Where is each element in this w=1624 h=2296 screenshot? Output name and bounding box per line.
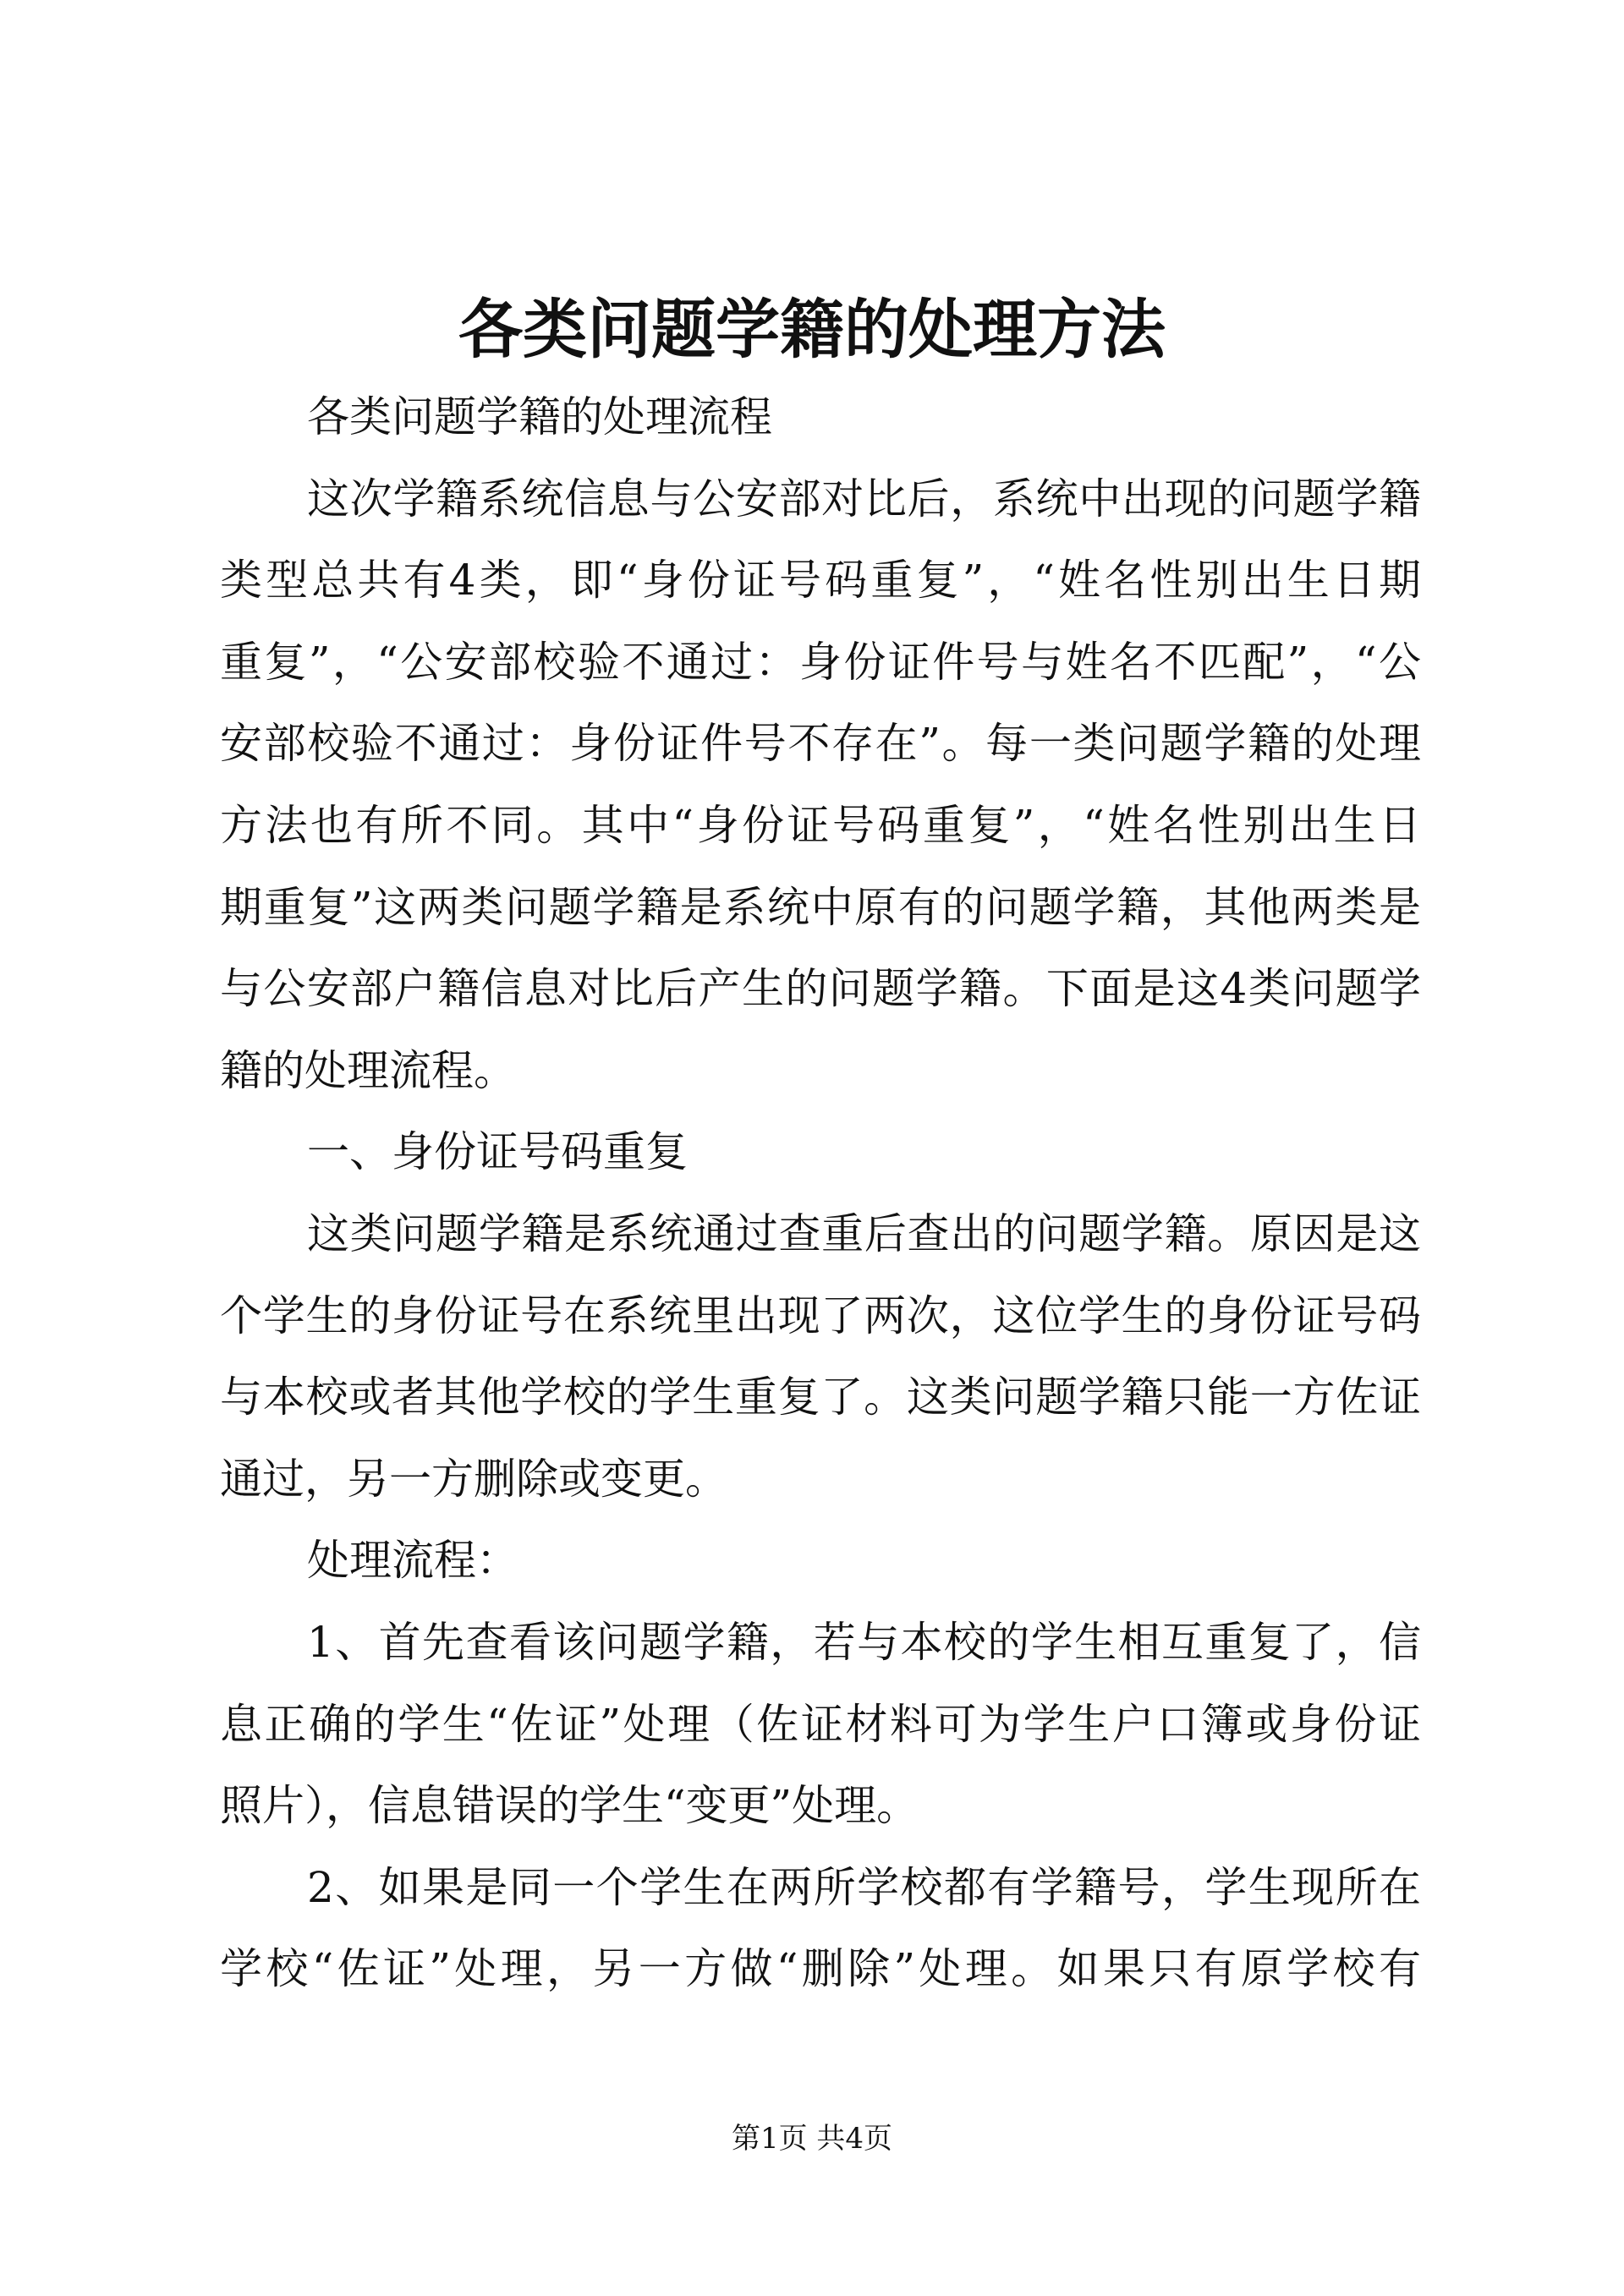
text-line: 1、首先查看该问题学籍，若与本校的学生相互重复了，信 (307, 1617, 1421, 1667)
paragraph (220, 376, 1421, 458)
document-title: 各类问题学籍的处理方法 (458, 292, 1166, 367)
text-line: 照片），信息错误的学生“变更”处理。 (220, 1781, 919, 1831)
text-line: 通过，另一方删除或变更。 (220, 1454, 727, 1504)
text-line: 息正确的学生“佐证”处理（佐证材料可为学生户口簿或身份证 (220, 1699, 1421, 1749)
paragraph (220, 1602, 1421, 1847)
text-line: 这次学籍系统信息与公安部对比后，系统中出现的问题学籍 (307, 474, 1421, 523)
text-line: 2、如果是同一个学生在两所学校都有学籍号，学生现所在 (307, 1862, 1421, 1912)
document-body (220, 376, 1421, 2010)
paragraph (220, 1520, 1421, 1602)
text-line: 籍的处理流程。 (220, 1045, 516, 1095)
text-line: 各类问题学籍的处理流程 (307, 392, 772, 441)
text-line: 学校“佐证”处理，另一方做“删除”处理。如果只有原学校有 (220, 1944, 1421, 1994)
text-line: 处理流程： (307, 1536, 518, 1586)
text-line: 这类问题学籍是系统通过查重后查出的问题学籍。原因是这 (307, 1208, 1421, 1258)
page-footer: 第1页 共4页 (731, 2122, 893, 2156)
text-line: 安部校验不通过：身份证件号不存在”。每一类问题学籍的处理 (220, 719, 1421, 769)
text-line: 与本校或者其他学校的学生重复了。这类问题学籍只能一方佐证 (220, 1373, 1421, 1422)
text-line: 类型总共有4类，即“身份证号码重复”，“姓名性别出生日期 (220, 556, 1421, 606)
text-line: 重复”，“公安部校验不通过：身份证件号与姓名不匹配”，“公 (220, 637, 1421, 687)
text-line: 期重复”这两类问题学籍是系统中原有的问题学籍，其他两类是 (220, 882, 1421, 932)
paragraph (220, 1193, 1421, 1520)
text-line: 与公安部户籍信息对比后产生的问题学籍。下面是这4类问题学 (220, 964, 1421, 1014)
text-line: 方法也有所不同。其中“身份证号码重复”，“姓名性别出生日 (220, 800, 1421, 850)
text-line: 个学生的身份证号在系统里出现了两次，这位学生的身份证号码 (220, 1290, 1421, 1340)
paragraph (220, 1111, 1421, 1193)
paragraph (220, 458, 1421, 1112)
paragraph (220, 1847, 1421, 2010)
text-line: 一、身份证号码重复 (307, 1127, 688, 1177)
